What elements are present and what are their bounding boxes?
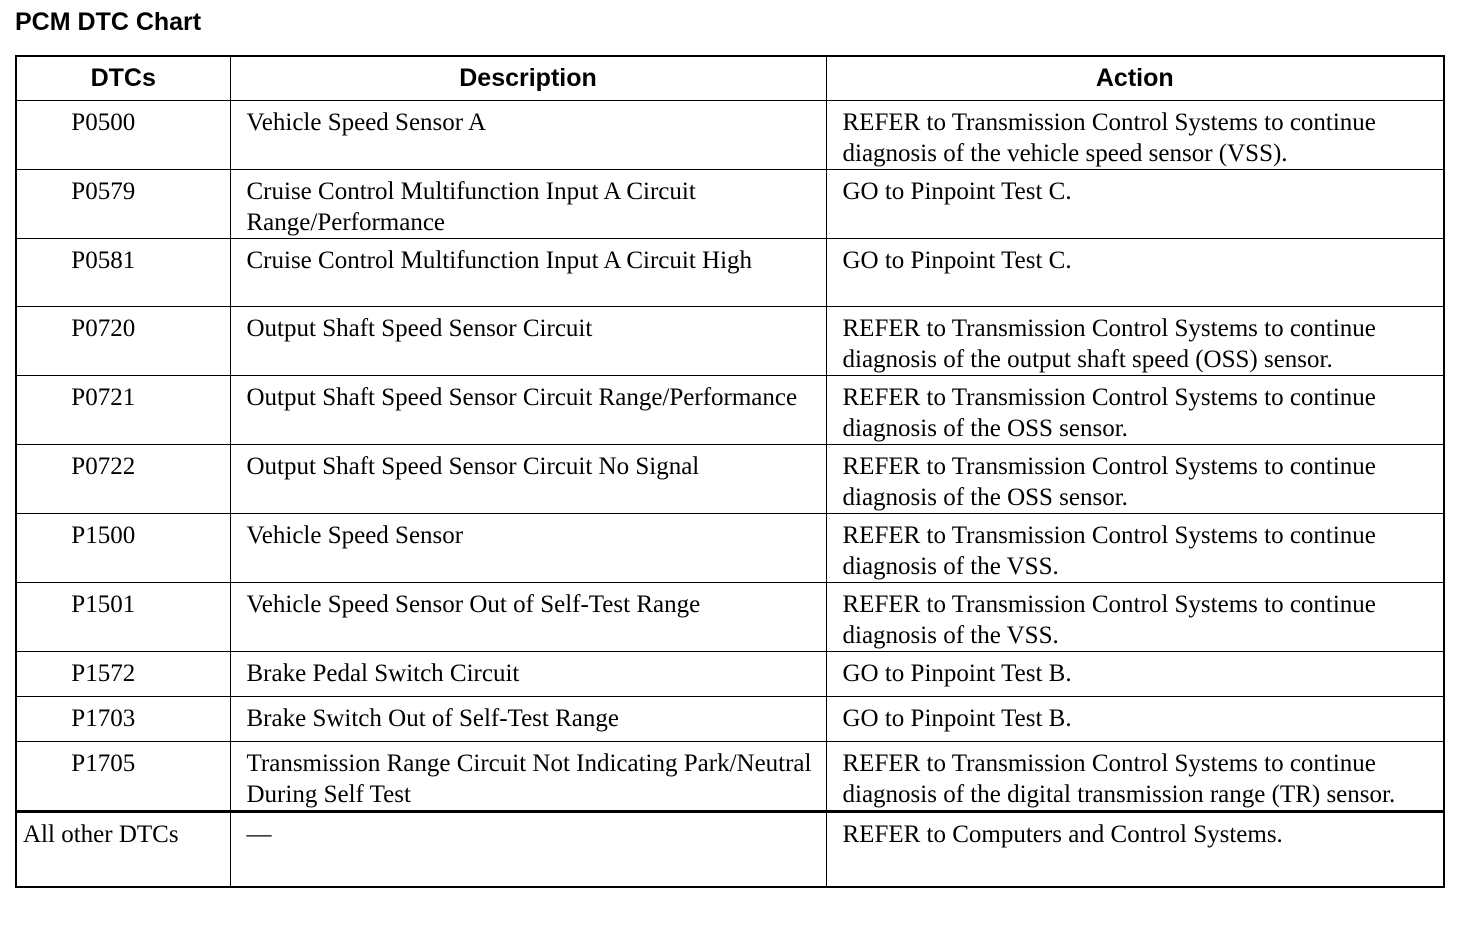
action-cell: GO to Pinpoint Test C.: [826, 170, 1444, 239]
dtc-cell: P1501: [16, 583, 230, 652]
dtc-cell: P1703: [16, 697, 230, 742]
dtc-table: [15, 55, 1445, 888]
header-description: Description: [230, 56, 826, 101]
dtc-cell: P1500: [16, 514, 230, 583]
dtc-cell: P0581: [16, 239, 230, 307]
table-row: [16, 742, 1444, 812]
action-cell: REFER to Transmission Control Systems to continue diagnosis of the digital transmission range (TR) sensor.: [826, 742, 1444, 812]
action-cell: REFER to Transmission Control Systems to continue diagnosis of the VSS.: [826, 514, 1444, 583]
action-cell: REFER to Transmission Control Systems to continue diagnosis of the vehicle speed sensor (VSS).: [826, 101, 1444, 170]
header-dtcs: DTCs: [16, 56, 230, 101]
action-cell: GO to Pinpoint Test B.: [826, 697, 1444, 742]
description-cell: Cruise Control Multifunction Input A Circuit High: [230, 239, 826, 307]
description-cell: Vehicle Speed Sensor Out of Self-Test Range: [230, 583, 826, 652]
table-row: [16, 101, 1444, 170]
description-cell: Output Shaft Speed Sensor Circuit: [230, 307, 826, 376]
action-cell: REFER to Transmission Control Systems to continue diagnosis of the VSS.: [826, 583, 1444, 652]
table-row: [16, 652, 1444, 697]
dtc-cell: All other DTCs: [16, 812, 230, 887]
table-row: [16, 376, 1444, 445]
dtc-cell: P0722: [16, 445, 230, 514]
action-cell: GO to Pinpoint Test B.: [826, 652, 1444, 697]
table-row: [16, 812, 1444, 887]
header-row: [16, 56, 1444, 101]
table-row: [16, 697, 1444, 742]
description-cell: Output Shaft Speed Sensor Circuit No Signal: [230, 445, 826, 514]
description-cell: —: [230, 812, 826, 887]
description-cell: Vehicle Speed Sensor: [230, 514, 826, 583]
page-title: PCM DTC Chart: [15, 8, 202, 36]
table-row: [16, 307, 1444, 376]
action-cell: REFER to Transmission Control Systems to continue diagnosis of the OSS sensor.: [826, 445, 1444, 514]
description-cell: Output Shaft Speed Sensor Circuit Range/Performance: [230, 376, 826, 445]
description-cell: Brake Pedal Switch Circuit: [230, 652, 826, 697]
action-cell: REFER to Transmission Control Systems to continue diagnosis of the output shaft speed (OSS) sensor.: [826, 307, 1444, 376]
dtc-cell: P0579: [16, 170, 230, 239]
table-row: [16, 445, 1444, 514]
action-cell: REFER to Computers and Control Systems.: [826, 812, 1444, 887]
description-cell: Transmission Range Circuit Not Indicating Park/Neutral During Self Test: [230, 742, 826, 812]
header-action: Action: [826, 56, 1444, 101]
table-row: [16, 583, 1444, 652]
dtc-cell: P0500: [16, 101, 230, 170]
dtc-cell: P1705: [16, 742, 230, 812]
table-row: [16, 170, 1444, 239]
description-cell: Vehicle Speed Sensor A: [230, 101, 826, 170]
description-cell: Cruise Control Multifunction Input A Circuit Range/Performance: [230, 170, 826, 239]
dtc-cell: P1572: [16, 652, 230, 697]
action-cell: REFER to Transmission Control Systems to continue diagnosis of the OSS sensor.: [826, 376, 1444, 445]
action-cell: GO to Pinpoint Test C.: [826, 239, 1444, 307]
description-cell: Brake Switch Out of Self-Test Range: [230, 697, 826, 742]
dtc-cell: P0720: [16, 307, 230, 376]
dtc-cell: P0721: [16, 376, 230, 445]
table-row: [16, 514, 1444, 583]
table-row: [16, 239, 1444, 307]
